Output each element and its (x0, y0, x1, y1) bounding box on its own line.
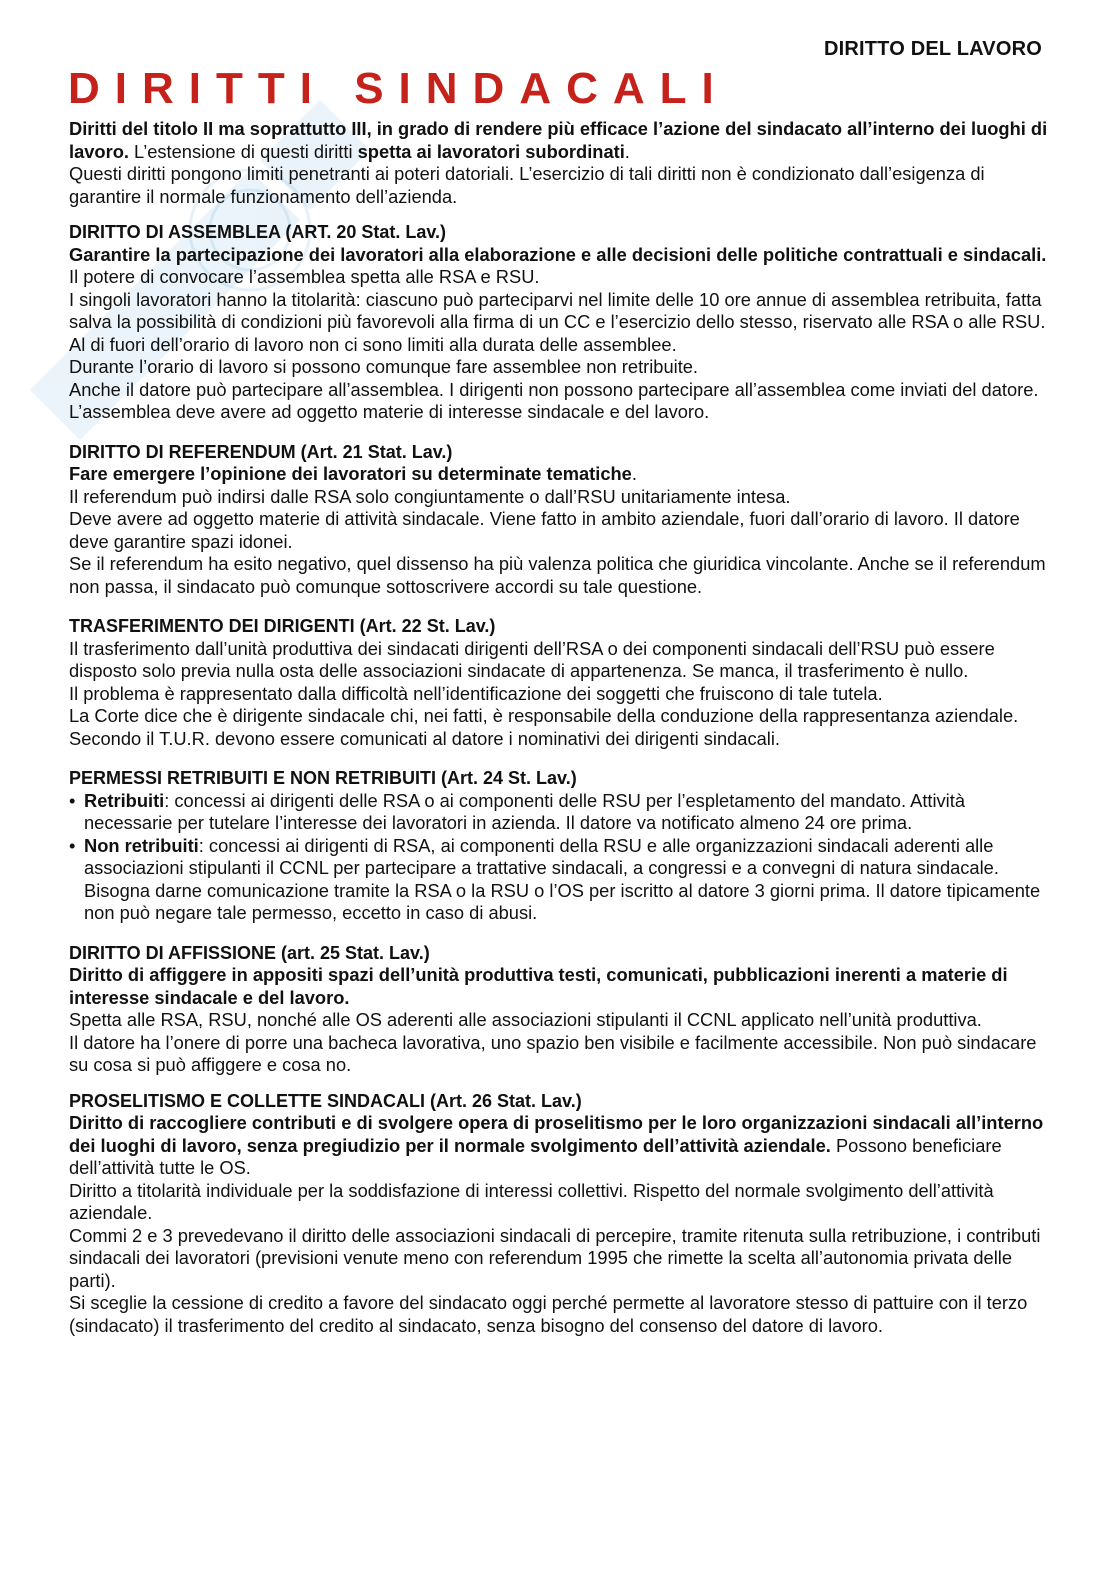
section-paragraph: Commi 2 e 3 prevedevano il diritto delle associazioni sindacali di percepire, tramite ritenuta sulla retribuzione, i contributi sindacali dei lavoratori (previsioni venute meno con referendum 1995 che rimette la scelta all’autonomia privata delle parti). (69, 1224, 1041, 1291)
list-item: • Retribuiti: concessi ai dirigenti delle RSA o ai componenti delle RSU per l’espletamento del mandato. Attività necessarie per tutelare l’interesse dei lavoratori in azienda. Il datore va notificato almeno 24 ore prima. (69, 789, 965, 833)
section-paragraph: L’assemblea deve avere ad oggetto materie di interesse sindacale e del lavoro. (69, 401, 710, 422)
section-paragraph: Si sceglie la cessione di credito a favore del sindacato oggi perché permette al lavoratore stesso di pattuire con il terzo (sindacato) il trasferimento del credito al sindacato, senza bisogno del consenso del datore di lavoro. (69, 1292, 1028, 1336)
section-heading: DIRITTO DI REFERENDUM (Art. 21 Stat. Lav.) (69, 441, 453, 462)
section-trasferimento (69, 615, 1049, 750)
intro-section (69, 118, 1049, 208)
section-paragraph: Il datore ha l’onere di porre una bacheca lavorativa, uno spazio ben visibile e facilmente accessibile. Non può sindacare su cosa si può affiggere e cosa no. (69, 1031, 1037, 1075)
section-heading: DIRITTO DI ASSEMBLEA (ART. 20 Stat. Lav.) (69, 222, 447, 242)
bullet-icon: • (69, 789, 76, 811)
section-paragraph: Fare emergere l’opinione dei lavoratori su determinate tematiche. (69, 463, 637, 484)
section-affissione (69, 942, 1049, 1077)
section-paragraph: Anche il datore può partecipare all’assemblea. I dirigenti non possono partecipare all’assemblea come inviati del datore. (69, 378, 1039, 400)
section-assemblea (69, 221, 1049, 424)
bullet-icon: • (69, 834, 76, 856)
section-heading: PERMESSI RETRIBUITI E NON RETRIBUITI (Art. 24 St. Lav.) (69, 768, 577, 788)
section-heading: TRASFERIMENTO DEI DIRIGENTI (Art. 22 St. Lav.) (69, 616, 496, 636)
section-paragraph: Il referendum può indirsi dalle RSA solo congiuntamente o dall’RSU unitariamente intesa. (69, 485, 791, 507)
document-body (69, 118, 1049, 1337)
section-paragraph: Deve avere ad oggetto materie di attività sindacale. Viene fatto in ambito aziendale, fuori dall’orario di lavoro. Il datore deve garantire spazi idonei. (69, 508, 1020, 552)
section-paragraph: I singoli lavoratori hanno la titolarità: ciascuno può parteciparvi nel limite delle 10 ore annue di assemblea retribuita, fatta salva la possibilità di condizioni più favorevoli alla firma di un CC e l’esercizio dello stesso, riservato alle RSA o alle RSU. Al di fuori dell’orario di lavoro non ci sono limiti alla durata delle assemblee. (69, 288, 1046, 355)
section-permessi (69, 767, 1049, 925)
subject-label: DIRITTO DEL LAVORO (823, 38, 1042, 60)
section-referendum (69, 441, 1049, 599)
section-proselitismo (69, 1090, 1049, 1338)
section-paragraph: La Corte dice che è dirigente sindacale chi, nei fatti, è responsabile della conduzione della rappresentanza aziendale. Secondo il T.U.R. devono essere comunicati al datore i nominativi dei dirigenti sindacali. (69, 705, 1019, 749)
list-item: • Non retribuiti: concessi ai dirigenti di RSA, ai componenti della RSU e alle organizzazioni sindacali aderenti alle associazioni stipulanti il CCNL per partecipare a trattative sindacali, a congressi e a convegni di natura sindacale. Bisogna darne comunicazione tramite la RSA o la RSU o l’OS per iscritto al datore 3 giorni prima. Il datore tipicamente non può negare tale permesso, eccetto in caso di abusi. (69, 834, 1041, 923)
section-paragraph: Spetta alle RSA, RSU, nonché alle OS aderenti alle associazioni stipulanti il CCNL applicato nell’unità produttiva. (69, 1009, 982, 1030)
section-paragraph: Durante l’orario di lavoro si possono comunque fare assemblee non retribuite. (69, 356, 699, 377)
page-title: DIRITTI SINDACALI (68, 64, 729, 113)
section-heading: DIRITTO DI AFFISSIONE (art. 25 Stat. Lav.) (69, 942, 430, 963)
section-paragraph: Garantire la partecipazione dei lavoratori alla elaborazione e alle decisioni delle politiche contrattuali e sindacali. Il potere di convocare l’assemblea spetta alle RSA e RSU. (69, 243, 1047, 287)
section-paragraph: Il trasferimento dall’unità produttiva dei sindacati dirigenti dell’RSA o dei componenti sindacali dell’RSU può essere disposto solo previa nulla osta delle associazioni sindacate di appartenenza. Se manca, il trasferimento è nullo. (69, 637, 995, 681)
intro-paragraph: Diritti del titolo II ma soprattutto III, in grado di rendere più efficace l’azione del sindacato all’interno dei luoghi di lavoro. L’estensione di questi diritti spetta ai lavoratori subordinati. (69, 118, 1048, 162)
section-paragraph: Se il referendum ha esito negativo, quel dissenso ha più valenza politica che giuridica vincolante. Anche se il referendum non passa, il sindacato può comunque sottoscrivere accordi su tale questione. (69, 553, 1046, 597)
section-paragraph: Diritto a titolarità individuale per la soddisfazione di interessi collettivi. Rispetto del normale svolgimento dell’attività aziendale. (69, 1179, 994, 1223)
section-paragraph: Il problema è rappresentato dalla difficoltà nell’identificazione dei soggetti che fruiscono di tale tutela. (69, 682, 883, 704)
section-paragraph: Diritto di raccogliere contributi e di svolgere opera di proselitismo per le loro organizzazioni sindacali all’interno dei luoghi di lavoro, senza pregiudizio per il normale svolgimento dell’attività aziendale. Possono beneficiare dell’attività tutte le OS. (69, 1112, 1044, 1178)
intro-paragraph-2: Questi diritti pongono limiti penetranti ai poteri datoriali. L’esercizio di tali diritti non è condizionato dall’esigenza di garantire il normale funzionamento dell’azienda. (69, 163, 985, 207)
section-heading: PROSELITISMO E COLLETTE SINDACALI (Art. 26 Stat. Lav.) (69, 1090, 582, 1111)
bullet-list (69, 790, 1049, 925)
section-paragraph: Diritto di affiggere in appositi spazi dell’unità produttiva testi, comunicati, pubblicazioni inerenti a materie di interesse sindacale e del lavoro. (69, 964, 1008, 1008)
